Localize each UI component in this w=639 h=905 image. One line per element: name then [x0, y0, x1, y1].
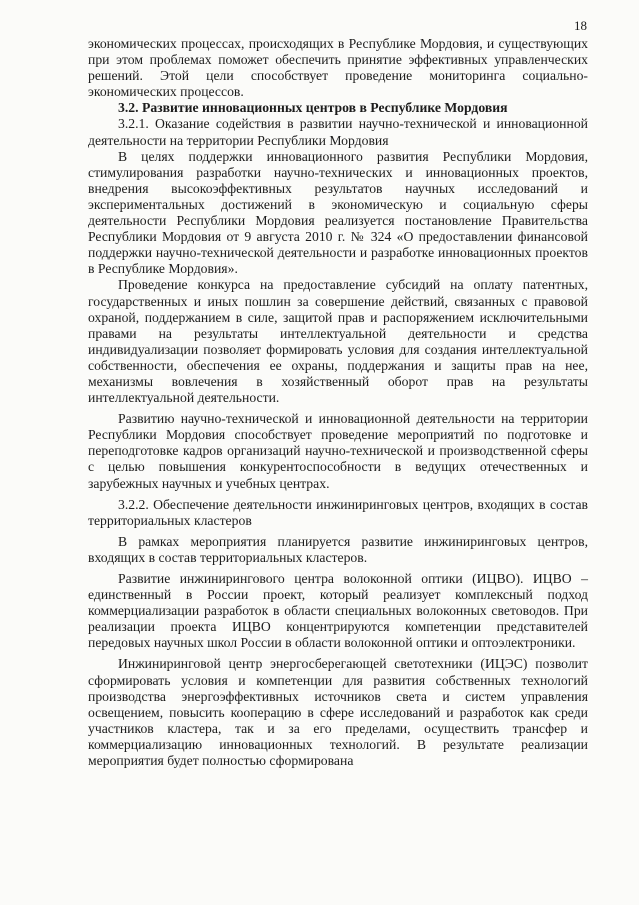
- paragraph: В рамках мероприятия планируется развитие инжиниринговых центров, входящих в состав территориальных кластеров.: [88, 533, 588, 565]
- paragraph: Проведение конкурса на предоставление субсидий на оплату патентных, государственных и иных пошлин за совершение действий, связанных с правовой охраной, поддержанием в силе, защитой прав и распоряжением исключительными правами на результаты интеллектуальной деятельности и средства индивидуализации позволяет формировать условия для создания интеллектуальной собственности, обеспечения ее охраны, поддержания и защиты прав на нее, механизмы вовлечения в хозяйственный оборот прав на результаты интеллектуальной деятельности.: [88, 277, 588, 406]
- paragraph-continuation: экономических процессах, происходящих в Республике Мордовия, и существующих при этом проблемах поможет обеспечить принятие эффективных управленческих решений. Этой цели способствует проведение мониторинга социально-экономических процессов.: [88, 36, 588, 100]
- document-body: [88, 36, 588, 769]
- paragraph: Развитие инжинирингового центра волоконной оптики (ИЦВО). ИЦВО – единственный в России проект, который реализует комплексный подход коммерциализации разработок в области специальных волоконных световодов. При реализации проекта ИЦВО концентрируются компетенции представителей передовых научных школ России в области волоконной оптики и оптоэлектроники.: [88, 571, 588, 651]
- page-number: 18: [574, 18, 587, 33]
- paragraph: В целях поддержки инновационного развития Республики Мордовия, стимулирования разработки научно-технических и инновационных проектов, внедрения высокоэффективных результатов научных исследований и экспериментальных достижений в экономическую и социальную сферы деятельности Республики Мордовия реализуется постановление Правительства Республики Мордовия от 9 августа 2010 г. № 324 «О предоставлении финансовой поддержки научно-технической деятельности и разработке инновационных проектов в Республике Мордовия».: [88, 148, 588, 277]
- section-heading: 3.2. Развитие инновационных центров в Республике Мордовия: [118, 100, 508, 116]
- subsection-title: 3.2.2. Обеспечение деятельности инжиниринговых центров, входящих в состав территориальных кластеров: [88, 496, 588, 528]
- paragraph: Развитию научно-технической и инновационной деятельности на территории Республики Мордовия способствует проведение мероприятий по подготовке и переподготовке кадров организаций научно-технической и производственной сферы с целью повышения конкурентоспособности в ведущих отечественных и зарубежных научных и учебных центрах.: [88, 411, 588, 491]
- paragraph: Инжиниринговой центр энергосберегающей светотехники (ИЦЭС) позволит сформировать условия и компетенции для развития собственных технологий производства энергоэффективных источников света и систем управления освещением, повысить кооперацию в сфере исследований и разработок как среди участников кластера, так и за его пределами, осуществить трансфер и коммерциализацию инновационных технологий. В результате реализации мероприятия будет полностью сформирована: [88, 656, 588, 769]
- subsection-title: 3.2.1. Оказание содействия в развитии научно-технической и инновационной деятельности на территории Республики Мордовия: [88, 116, 588, 148]
